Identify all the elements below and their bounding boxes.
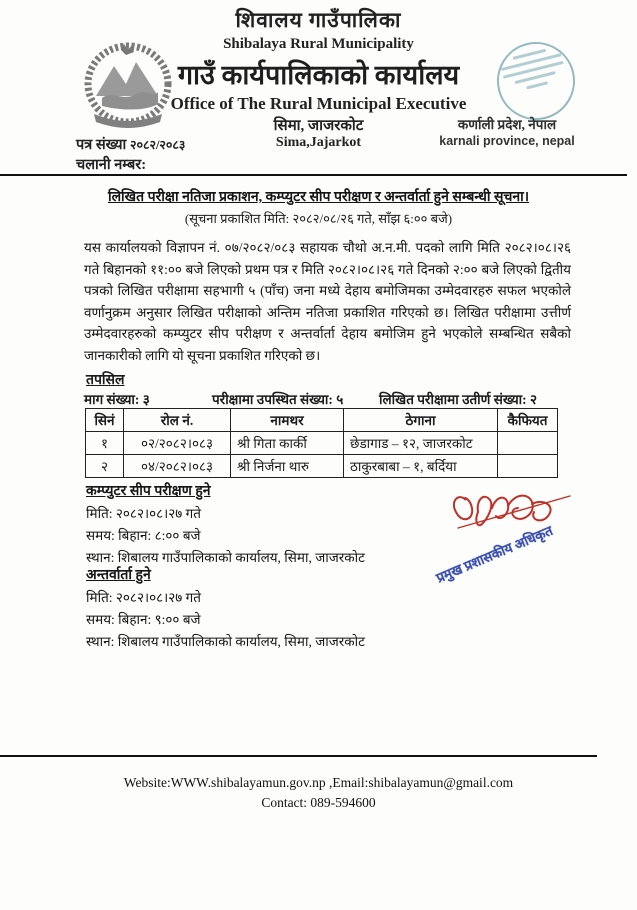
footer xyxy=(0,773,637,812)
computer-test-heading: कम्प्युटर सीप परीक्षण हुने xyxy=(86,484,211,499)
dispatch-number-line xyxy=(76,156,185,176)
province-english: karnali province, nepal xyxy=(439,133,575,148)
interview-heading: अन्तर्वार्ता हुने xyxy=(86,568,151,583)
cell-address: छेडागाड – १२, जाजरकोट xyxy=(344,432,498,455)
interview-time: समय: बिहान: ९:०० बजे xyxy=(86,612,201,627)
contact-line: Contact: 089-594600 xyxy=(261,794,376,810)
present-count: परीक्षामा उपस्थित संख्या: ५ xyxy=(212,392,344,407)
col-header-roll: रोल नं. xyxy=(124,409,231,432)
table-header-row xyxy=(86,409,558,432)
province-nepali: कर्णाली प्रदेश, नेपाल xyxy=(457,117,557,132)
interview-venue: स्थान: शिबालय गाउँपालिकाको कार्यालय, सिमा, जाजरकोट xyxy=(86,634,365,649)
interview-date: मिति: २०८२।०८।२७ गते xyxy=(86,590,201,605)
province-block xyxy=(417,117,597,150)
cell-name: श्री गिता कार्की xyxy=(231,432,344,455)
cell-roll: ०४/२०८२।०८३ xyxy=(124,455,231,478)
letter-number-label: पत्र संख्या xyxy=(76,137,127,153)
passed-count: लिखित परीक्षामा उतीर्ण संख्या: २ xyxy=(379,392,538,407)
officer-title-stamp: प्रमुख प्रशासकीय अधिकृत xyxy=(434,522,555,586)
demand-count: माग संख्या: ३ xyxy=(84,392,150,407)
cell-address: ठाकुरबाबा – १, बर्दिया xyxy=(344,455,498,478)
dispatch-number-label: चलानी नम्बर: xyxy=(76,156,147,173)
computer-test-time: समय: बिहान: ८:०० बजे xyxy=(86,528,201,543)
interview-section xyxy=(86,565,365,650)
col-header-sn: सिनं xyxy=(86,409,124,432)
table-row xyxy=(86,455,558,478)
footer-divider-rule xyxy=(0,755,597,757)
computer-test-date: मिति: २०८२।०८।२७ गते xyxy=(86,506,201,521)
col-header-name: नामथर xyxy=(231,409,344,432)
letter-number-line xyxy=(76,136,185,156)
municipality-name-english: Shibalaya Rural Municipality xyxy=(223,36,414,52)
col-header-remarks: कैफियत xyxy=(498,409,558,432)
office-name-nepali: गाउँ कार्यपालिकाको कार्यालय xyxy=(177,60,460,90)
website-email-line: Website:WWW.shibalayamun.gov.np ,Email:shibalayamun@gmail.com xyxy=(123,775,514,790)
computer-test-section xyxy=(86,481,365,566)
table-row xyxy=(86,432,558,455)
col-header-address: ठेगाना xyxy=(344,409,498,432)
cell-sn: १ xyxy=(86,432,124,455)
address-english: Sima,Jajarkot xyxy=(275,135,362,150)
municipality-name-nepali: शिवालय गाउँपालिका xyxy=(235,8,402,32)
signature-block xyxy=(430,478,600,586)
header-divider-rule xyxy=(0,174,627,176)
cell-remarks xyxy=(498,432,558,455)
cell-name: श्री निर्जना थारु xyxy=(231,455,344,478)
office-name-english: Office of The Rural Municipal Executive xyxy=(170,94,467,113)
cell-roll: ०२/२०८२।०८३ xyxy=(124,432,231,455)
notice-body-paragraph: यस कार्यालयको विज्ञापन नं. ०७/२०८२/०८३ सहायक चौथो अ.न.मी. पदको लागि मिति २०८२।०८।२६ गते बिहानको ११:०० बजे लिएको प्रथम पत्र र मिति २०८२।०८।२६ गते दिनको २:०० बजे लिएको द्वितीय पत्रको लिखित परीक्षामा सहभागी ५ (पाँच) जना मध्ये देहाय बमोजिमका उम्मेदवारहरु सफल भएकोले वर्णानुक्रम अनुसार लिखित परीक्षाको अन्तिम नतिजा प्रकाशित गरिएको छ। लिखित परीक्षामा उत्तीर्ण उम्मेदवारहरुको कम्प्युटर सीप परीक्षण र अन्तर्वार्ता देहाय बमोजिम हुने भएकोले सम्बन्धित सबैको जानकारीको लागि यो सूचना प्रकाशित गरिएको छ। xyxy=(84,240,571,363)
computer-test-venue: स्थान: शिबालय गाउँपालिकाको कार्यालय, सिमा, जाजरकोट xyxy=(86,550,365,565)
letter-number-value: २०८२/२०८३ xyxy=(129,138,186,152)
tapasil-heading: तपसिल xyxy=(86,373,125,388)
cell-sn: २ xyxy=(86,455,124,478)
notice-title: लिखित परीक्षा नतिजा प्रकाशन, कम्प्युटर सीप परीक्षण र अन्तर्वार्ता हुने सम्बन्धी सूचना। xyxy=(107,190,530,205)
reference-block xyxy=(76,136,185,175)
cell-remarks xyxy=(498,455,558,478)
notice-published-date: (सूचना प्रकाशित मिति: २०८२/०८/२६ गते, साँझ ६:०० बजे) xyxy=(184,211,453,226)
address-nepali: सिमा, जाजरकोट xyxy=(273,118,364,134)
results-table xyxy=(85,408,558,478)
